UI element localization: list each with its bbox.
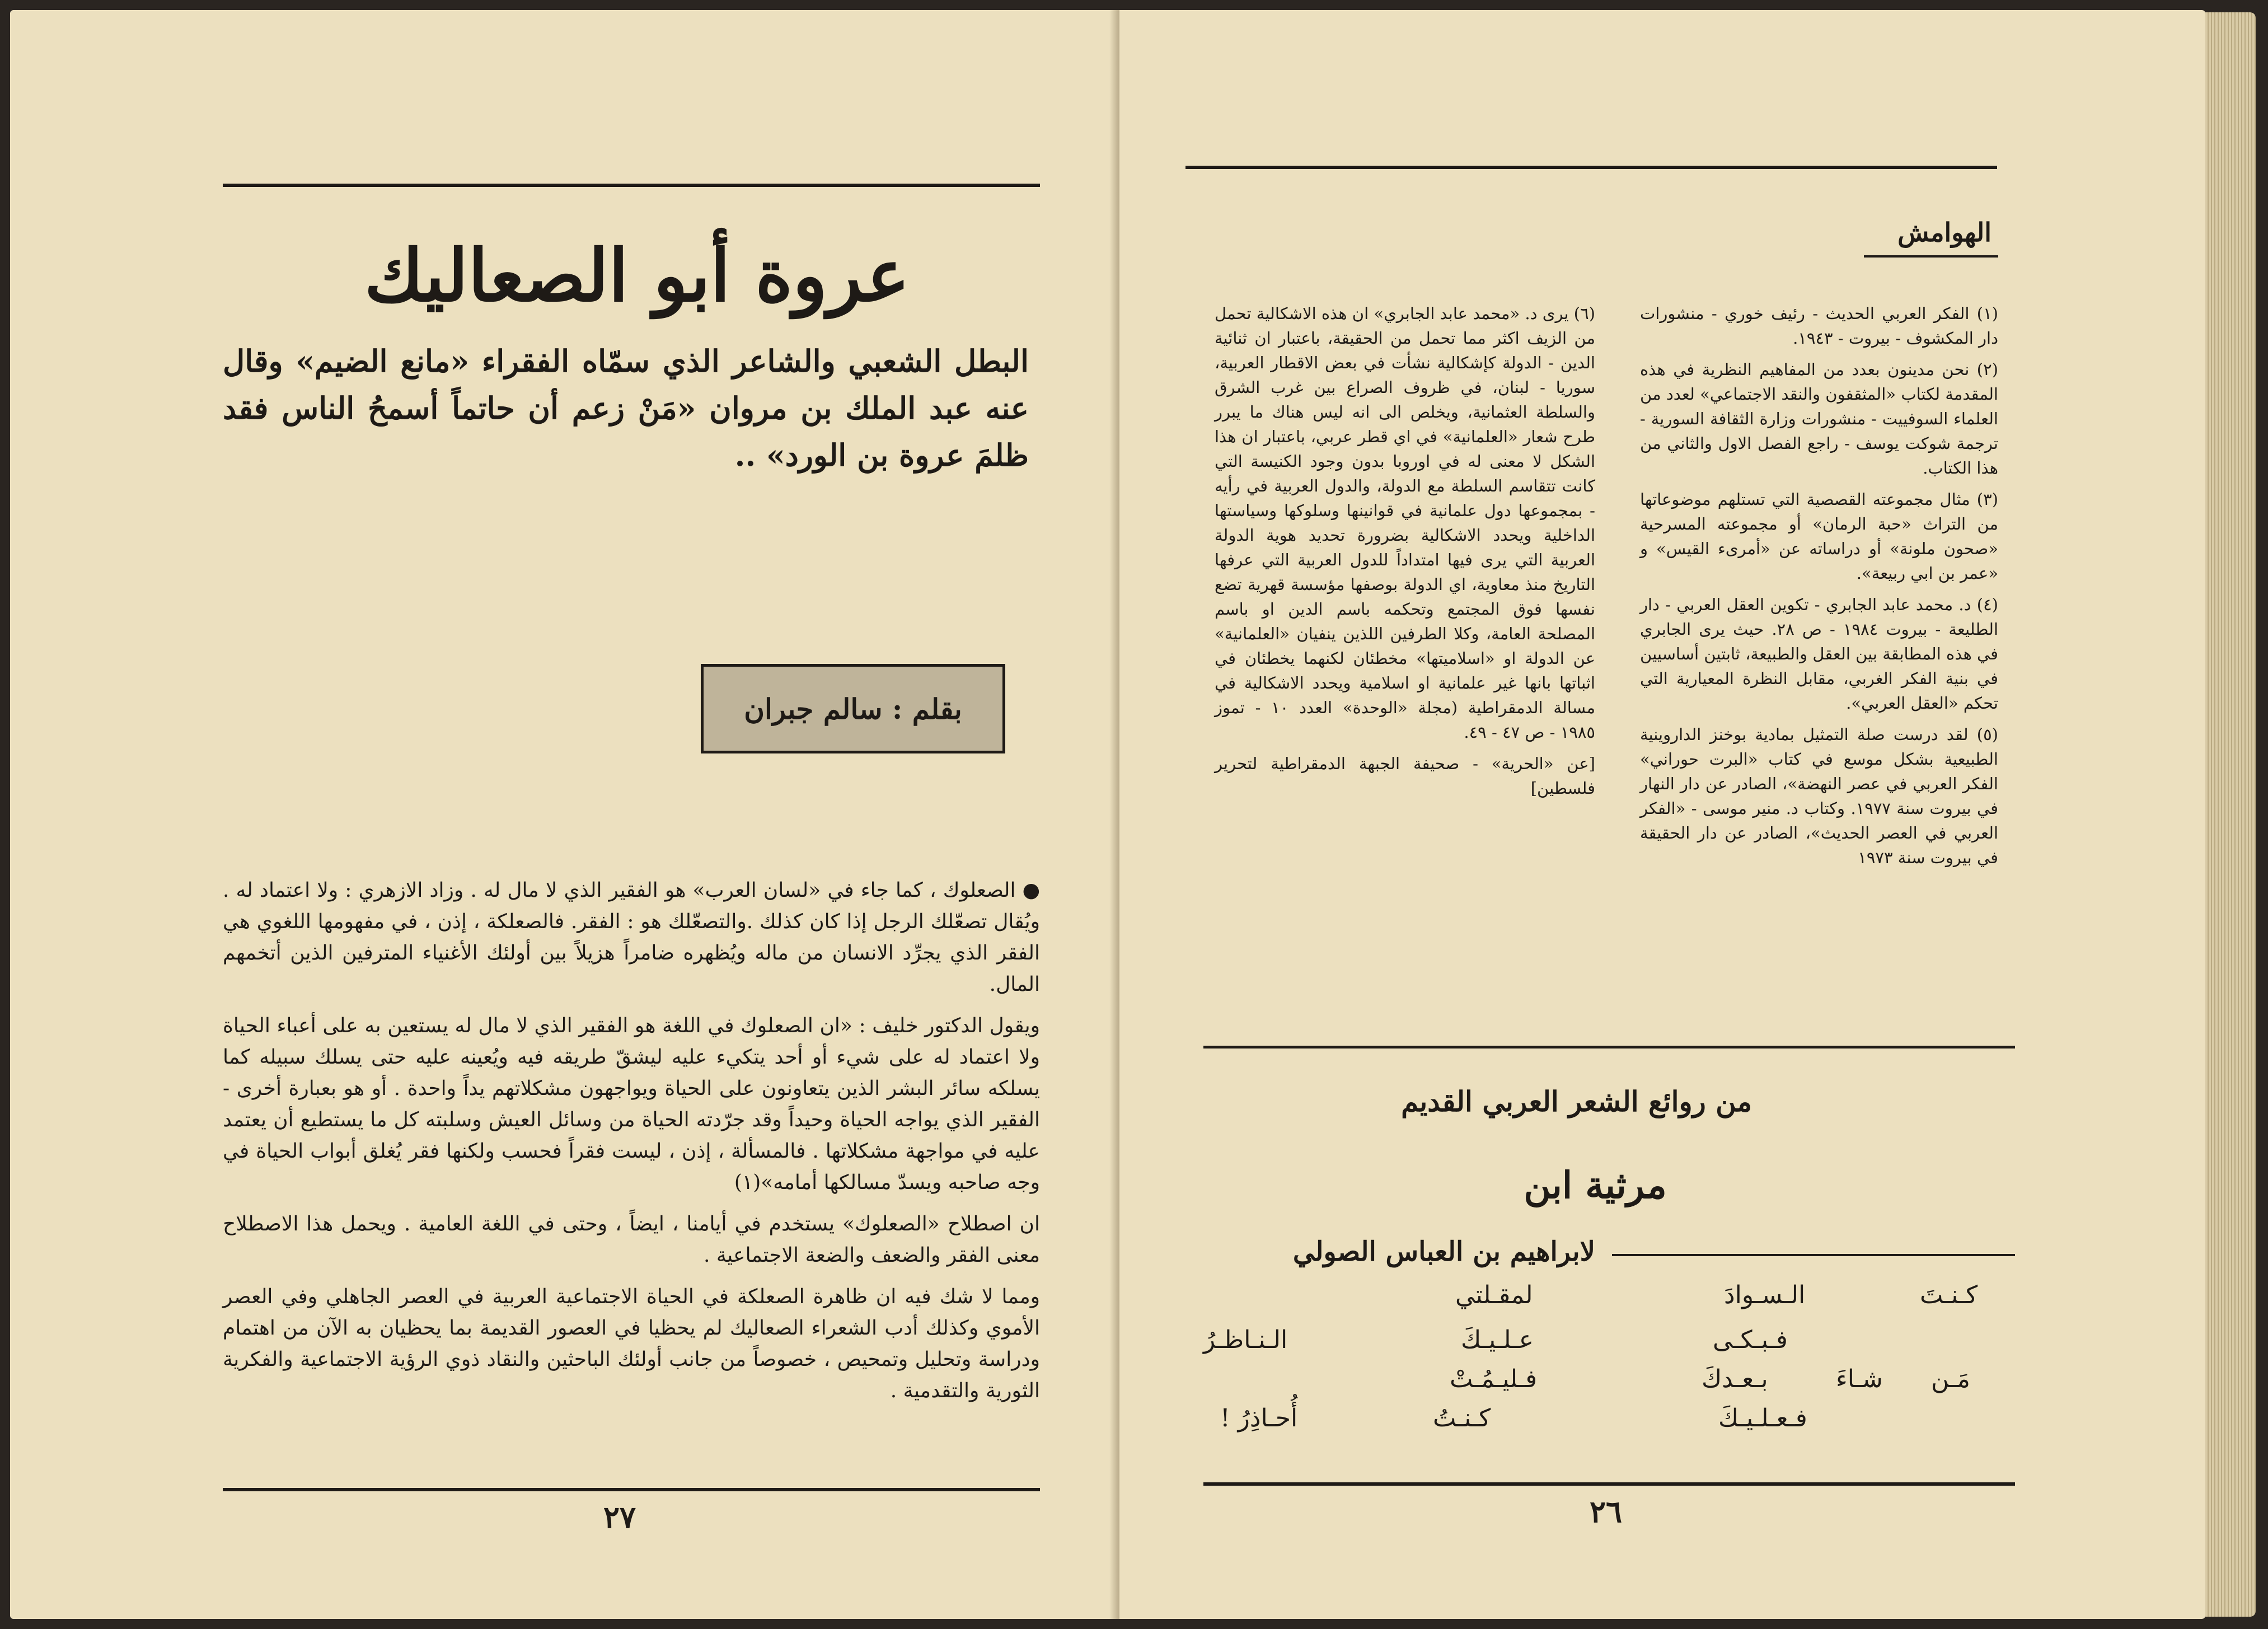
verse-word: لمقـلتي (1455, 1281, 1533, 1309)
verse-word: فـليـمُـتْ (1450, 1365, 1538, 1393)
section-rule (1203, 1046, 2015, 1048)
verse-word: كـنـتَ (1920, 1281, 1978, 1309)
top-rule (223, 184, 1040, 187)
poem-section-heading: من روائع الشعر العربي القديم (1401, 1085, 1752, 1118)
footnotes-heading-underline (1864, 255, 1998, 258)
paragraph: ● الصعلوك ، كما جاء في «لسان العرب» هو الفقير الذي لا مال له . وزاد الازهري : ولا اعتماد له . ويُقال تصعّلك الرجل إذا كان كذلك .والتصعّلك هو : الفقر. فالصعلكة ، إذن ، في مفهومها اللغوي هي الفقر الذي يجرِّد الانسان من ماله ويُظهره ضامراً هزيلاً بين أولئك الأغنياء المترفين الذين أتخمهم المال. (223, 879, 1040, 996)
paragraph: ويقول الدكتور خليف : «ان الصعلوك في اللغة هو الفقير الذي لا مال له يستعين به على أعباء الحياة ولا اعتماد له على شيء أو أحد يتكيء عليه ليشقّ طريقه فيه ويُعينه عليه حتى يسلك سبيله كما يسلكه سائر البشر الذين يتعاونون على الحياة ويواجهون مشكلاتهم يداً واحدة . أو هو بعبارة أخرى - الفقير الذي يواجه الحياة وحيداً وقد جرّدته الحياة من وسائل العيش وسلبته كل ما يستطيع أن يعتمد عليه في مواجهة مشكلاتها . فالمسألة ، إذن ، ليست فقراً فحسب ولكنها فقر يُغلق أبواب الحياة في وجه صاحبه ويسدّ مسالكها أمامه»(١) (223, 1014, 1040, 1194)
footnote: (٢) نحن مدينون بعدد من المفاهيم النظرية في هذه المقدمة لكتاب «المثقفون والنقد الاجتماعي» لعدد من العلماء السوفييت - منشورات وزارة الثقافة السورية - ترجمة شوكت يوسف - راجع الفصل الاول والثاني من هذا الكتاب. (1640, 360, 1998, 478)
footnote-source: [عن «الحرية» - صحيفة الجبهة الدمقراطية لتحرير فلسطين] (1215, 754, 1595, 798)
verse-word: الـنـاظـرُ (1203, 1326, 1288, 1354)
paragraph: ان اصطلاح «الصعلوك» يستخدم في أيامنا ، ايضاً ، وحتى في اللغة العامية . ويحمل هذا الاصطلاح معنى الفقر والضعف والضعة الاجتماعية . (223, 1213, 1040, 1267)
footnotes-right-column (1640, 301, 1998, 877)
page-number: ٢٦ (1590, 1494, 1623, 1529)
article-body (223, 875, 1040, 1417)
bottom-rule (223, 1488, 1040, 1491)
footnotes-heading: الهوامش (1897, 217, 1991, 247)
footnotes-left-column (1215, 301, 1595, 807)
page-edges (2205, 12, 2256, 1617)
verse-word: مَـن (1931, 1365, 1970, 1393)
poem-author: لابراهيم بن العباس الصولي (1292, 1236, 1595, 1267)
footnote: (١) الفكر العربي الحديث - رئيف خوري - منشورات دار المكشوف - بيروت - ١٩٤٣. (1640, 304, 1998, 348)
byline-box (701, 664, 1005, 753)
paragraph: ومما لا شك فيه ان ظاهرة الصعلكة في الحياة الاجتماعية العربية في العصر الجاهلي وفي العصر الأموي وكذلك أدب الشعراء الصعاليك لم يحظيا في العصور القديمة بما يحظيان به الآن من اهتمام ودراسة وتحليل وتمحيص ، خصوصاً من جانب أولئك الباحثين والنقاد ذوي الرؤية الاجتماعية والفكرية الثورية والتقدمية . (223, 1285, 1041, 1402)
top-rule (1185, 166, 1997, 169)
verse-word: فـبـكـى (1713, 1326, 1788, 1354)
left-page (10, 10, 1119, 1619)
article-subtitle: البطل الشعبي والشاعر الذي سمّاه الفقراء «مانع الضيم» وقال عنه عبد الملك بن مروان «مَنْ زعم أن حاتماً أسمحُ الناس فقد ظلمَ عروة بن الورد» .. (223, 343, 1029, 473)
article-title: عروة أبو الصعاليك (364, 234, 910, 318)
page-number: ٢٧ (603, 1499, 636, 1535)
verse-word: الـسـوادَ (1724, 1281, 1806, 1309)
footnote: (٤) د. محمد عابد الجابري - تكوين العقل العربي - دار الطليعة - بيروت ١٩٨٤ - ص ٢٨. حيث يرى الجابري في هذه المطابقة بين العقل والطبيعة، ثابتين أساسيين في بنية الفكر الغربي، مقابل النظرة المعيارية التي تحكم «العقل العربي». (1640, 595, 1998, 713)
right-page (1119, 10, 2205, 1619)
footnote: (٥) لقد درست صلة التمثيل بمادية بوخنز الداروينية الطبيعية بشكل موسع في كتاب «البرت حوراني» الفكر العربي في عصر النهضة»، الصادر عن دار النهار في بيروت سنة ١٩٧٧. وكتاب د. منير موسى - «الفكر العربي في العصر الحديث»، الصادر عن دار الحقيقة في بيروت سنة ١٩٧٣ (1640, 725, 1998, 867)
bottom-rule (1203, 1482, 2015, 1486)
poem-title: مرثية ابن (1524, 1163, 1667, 1207)
verse-word: شـاءَ (1836, 1365, 1883, 1393)
footnote: (٦) يرى د. «محمد عابد الجابري» ان هذه الاشكالية تحمل من الزيف اكثر مما تحمل من الحقيقة، باعتبار ان ثنائية الدين - الدولة كإشكالية نشأت في بعض الاقطار العربية، سوريا - لبنان، في ظروف الصراع بين غرب الشرق والسلطة العثمانية، ويخلص الى انه ليس هناك ما يبرر طرح شعار «العلمانية» في اي قطر عربي، باعتبار ان هذا الشكل لا معنى له في اوروبا بدون وجود الكنيسة التي كانت تتقاسم السلطة مع الدولة، والدول العربية في رأيه - بمجموعها دول علمانية في قوانينها وسلوكها وسياستها الداخلية ويحدد الاشكالية بضرورة تحديد هوية الدولة العربية التي يرى فيها امتداداً للدول العربية التي عرفها التاريخ منذ معاوية، اي الدولة بوصفها مؤسسة قهرية تضع نفسها فوق المجتمع وتحكمه باسم الدين او باسم المصلحة العامة، وكلا الطرفين اللذين ينفيان «العلمانية» عن الدولة او «اسلاميتها» مخطئان لكنهما يخطئان في اثباتها بانها غير علمانية او اسلامية ويحدد الاشكالية في مسالة الدمقراطية (مجلة «الوحدة» العدد ١٠ - تموز ١٩٨٥ - ص ٤٧ - ٤٩. (1215, 304, 1596, 742)
byline-text: بقلم : سالم جبران (744, 692, 962, 725)
verse-word: عـلـيـكَ (1461, 1326, 1534, 1354)
verse-word: فـعـلـيـكَ (1718, 1404, 1807, 1433)
footnote: (٣) مثال مجموعته القصصية التي تستلهم موضوعاتها من التراث «حبة الرمان» أو مجموعته المسرحية «صحون ملونة» أو دراساته عن «أمرىء القيس» و «عمر بن ابي ربيعة». (1640, 490, 1998, 583)
verse-word: أُحـاذِرُ ! (1220, 1404, 1298, 1433)
poem-divider (1612, 1254, 2015, 1256)
verse-word: بـعـدكَ (1702, 1365, 1768, 1393)
verse-word: كـنـتُ (1433, 1404, 1491, 1433)
